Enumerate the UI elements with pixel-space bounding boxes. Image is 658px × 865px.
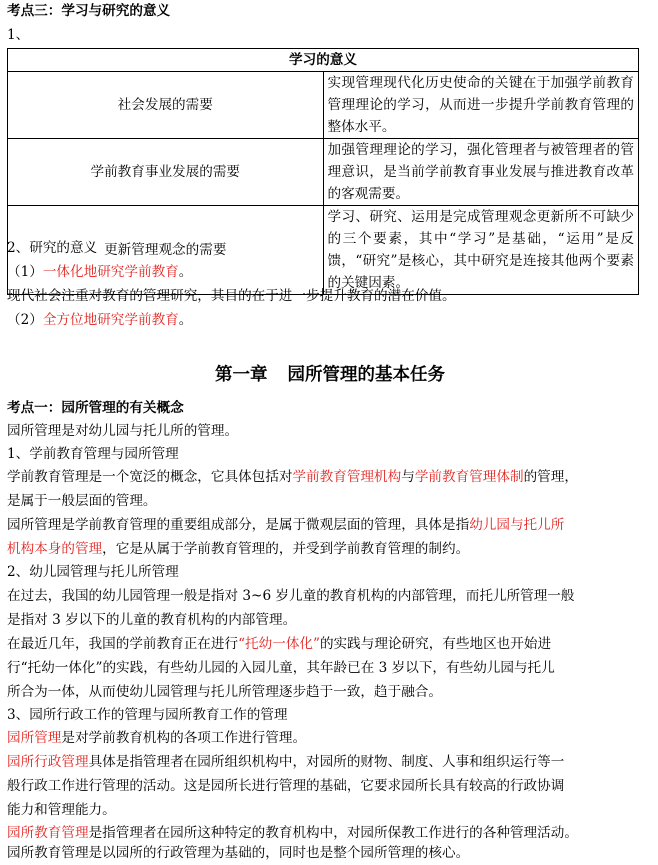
research-paragraph: 现代社会注重对教育的管理研究，其目的在于进一步提升教育的潜在价值。: [7, 288, 456, 304]
text-span: 与: [401, 469, 415, 485]
table-caption: 学习的意义: [8, 49, 639, 72]
section3-heading: 考点三：学习与研究的意义: [7, 3, 171, 19]
chapter-name: 园所管理的基本任务: [287, 365, 445, 385]
highlight-management-agency: 学前教育管理机构: [292, 469, 402, 485]
table-key-cell: 更新管理观念的需要: [8, 206, 324, 295]
highlight-education-management: 园所教育管理: [7, 825, 89, 841]
s2-paragraph-1-line-2: 是指对 3 岁以下的儿童的教育机构的内部管理。: [7, 612, 297, 628]
s2-paragraph-2-line-3: 所合为一体，从而使幼儿园管理与托儿所管理逐步趋于一致，趋于融合。: [7, 684, 442, 700]
table-value-cell: 加强管理理论的学习，强化管理者与被管理者的管理意识，是当前学前教育事业发展与推进教育改革的客观需要。: [323, 139, 639, 206]
highlight-integration: “托幼一体化”: [238, 636, 320, 652]
table-caption-row: [8, 49, 639, 72]
table-row: [8, 72, 639, 139]
item1-number: 1、: [7, 27, 30, 43]
research-point-1: [7, 261, 192, 284]
table-value-cell: 学习、研究、运用是完成管理观念更新所不可缺少的三个要素，其中“学习”是基础，“运用”是反馈，“研究”是核心，其中研究是连接其他两个要素的关键因素。: [323, 206, 639, 295]
chapter-number: 第一章: [215, 365, 268, 385]
table-row: [8, 139, 639, 206]
text-span: 是对学前教育机构的各项工作进行管理。: [61, 730, 307, 746]
text-span: 的实践与理论研究，有些地区也开始进: [319, 636, 552, 652]
text-span: 学前教育管理是一个宽泛的概念，它具体包括对: [7, 469, 293, 485]
s3-paragraph-2-line-1: [7, 751, 564, 774]
section1-heading: 考点一：园所管理的有关概念: [7, 400, 184, 416]
subsection-2-title: 2、幼儿园管理与托儿所管理: [7, 564, 179, 580]
section1-intro: 园所管理是对幼儿园与托儿所的管理。: [7, 423, 239, 439]
point-2-prefix: （2）: [7, 312, 43, 328]
text-span: 在最近几年，我国的学前教育正在进行: [7, 636, 239, 652]
text-span: 具体是指管理者在园所组织机构中，对园所的财物、制度、人事和组织运行等一: [88, 754, 565, 770]
point-1-highlight: 一体化地研究学前教育: [42, 264, 179, 280]
meaning-table: [7, 48, 639, 295]
research-point-2: [7, 309, 192, 332]
s1-paragraph-1-line-2: 是属于一般层面的管理。: [7, 493, 157, 509]
chapter-title: [7, 362, 653, 388]
s2-paragraph-1-line-1: 在过去，我国的幼儿园管理一般是指对 3~6 岁儿童的教育机构的内部管理，而托儿所管理一般: [7, 588, 575, 604]
text-span: 的管理，: [523, 469, 578, 485]
highlight-management-system: 学前教育管理体制: [414, 469, 524, 485]
s2-paragraph-2-line-1: [7, 633, 551, 656]
s3-paragraph-2-line-3: 能力和管理能力。: [7, 802, 116, 818]
research-meaning-title: 2、研究的意义: [7, 240, 98, 256]
s1-paragraph-1-line-1: [7, 466, 578, 489]
table-key-cell: 社会发展的需要: [8, 72, 324, 139]
highlight-admin-management: 园所行政管理: [7, 754, 89, 770]
highlight-park-management: 园所管理: [7, 730, 62, 746]
text-span: ，它是从属于学前教育管理的，并受到学前教育管理的制约。: [102, 541, 470, 557]
point-1-suffix: 。: [178, 264, 193, 280]
text-span: 是指管理者在园所这种特定的教育机构中，对园所保教工作进行的各种管理活动。: [88, 825, 578, 841]
s3-paragraph-1: [7, 727, 306, 750]
point-2-highlight: 全方位地研究学前教育: [42, 312, 179, 328]
text-span: 园所管理是学前教育管理的重要组成部分，是属于微观层面的管理，具体是指: [7, 517, 470, 533]
table-value-cell: 实现管理现代化历史使命的关键在于加强学前教育管理理论的学习，从而进一步提升学前教育管理的整体水平。: [323, 72, 639, 139]
point-1-prefix: （1）: [7, 264, 43, 280]
subsection-3-title: 3、园所行政工作的管理与园所教育工作的管理: [7, 707, 288, 723]
subsection-1-title: 1、学前教育管理与园所管理: [7, 446, 179, 462]
highlight-kindergarten-nursery: 幼儿园与托儿所: [469, 517, 565, 533]
s3-paragraph-2-line-2: 般行政工作进行管理的活动。这是园所长进行管理的基础，它要求园所长具有较高的行政协调: [7, 778, 565, 794]
s3-paragraph-4: 园所教育管理是以园所的行政管理为基础的，同时也是整个园所管理的核心。: [7, 845, 470, 861]
s2-paragraph-2-line-2: 行“托幼一体化”的实践，有些幼儿园的入园儿童，其年龄已在 3 岁以下，有些幼儿园与托儿: [7, 660, 555, 676]
table-key-cell: 学前教育事业发展的需要: [8, 139, 324, 206]
s1-paragraph-2-line-1: [7, 514, 564, 537]
highlight-institution-self: 机构本身的管理: [7, 541, 103, 557]
point-2-suffix: 。: [178, 312, 193, 328]
s1-paragraph-2-line-2: [7, 538, 469, 561]
